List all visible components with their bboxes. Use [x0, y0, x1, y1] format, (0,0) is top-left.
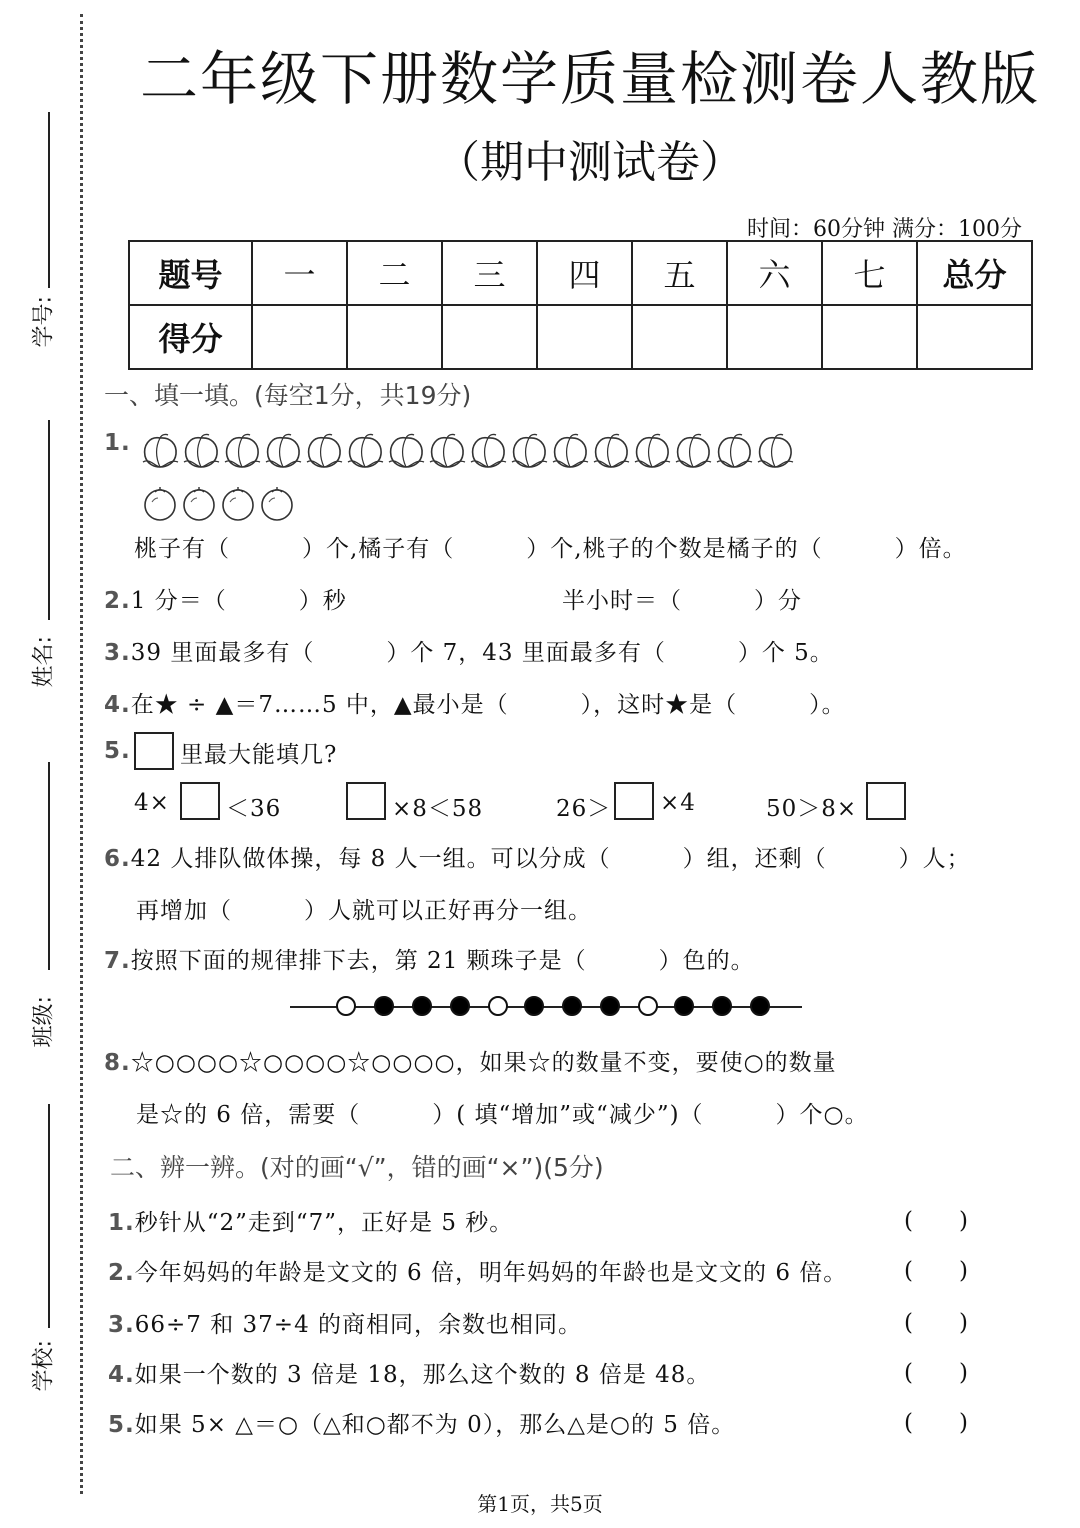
- answer-box[interactable]: [134, 732, 174, 770]
- black-bead: [374, 996, 394, 1016]
- score-cell[interactable]: [347, 305, 442, 369]
- score-table-header-cell: 五: [632, 241, 727, 305]
- question-6-line-2: 再增加（ ）人就可以正好再分一组。: [136, 898, 592, 924]
- score-table-header-cell: 四: [537, 241, 632, 305]
- score-cell[interactable]: [252, 305, 347, 369]
- peach-icon: [509, 432, 550, 470]
- black-bead: [712, 996, 732, 1016]
- question-1-number: 1.: [104, 430, 131, 456]
- q5-expr-1-a: 4×: [134, 790, 170, 816]
- student-id-line: [48, 112, 50, 288]
- score-cell[interactable]: [727, 305, 822, 369]
- black-bead: [562, 996, 582, 1016]
- question-3: 3.39 里面最多有（ ）个 7，43 里面最多有（ ）个 5。: [104, 640, 834, 666]
- score-cell[interactable]: [917, 305, 1032, 369]
- peach-icon: [714, 432, 755, 470]
- judge-answer-paren[interactable]: ( ): [904, 1258, 968, 1284]
- score-cell[interactable]: [822, 305, 917, 369]
- school-line: [48, 1104, 50, 1328]
- class-label: 班级:: [31, 996, 57, 1048]
- question-5-text: 里最大能填几?: [180, 742, 338, 768]
- peach-icon: [304, 432, 345, 470]
- question-2-b: 半小时＝（ ）分: [562, 588, 802, 614]
- section-1-title: 一、填一填。(每空1分，共19分): [104, 381, 472, 410]
- peach-row: [140, 432, 796, 470]
- class-line: [48, 762, 50, 970]
- black-bead: [750, 996, 770, 1016]
- score-table-score-row: [129, 305, 1032, 369]
- time-score-info: 时间：60分钟 满分：100分: [747, 217, 1022, 242]
- black-bead: [450, 996, 470, 1016]
- peach-icon: [181, 432, 222, 470]
- question-5-number: 5.: [104, 738, 131, 764]
- judge-answer-paren[interactable]: ( ): [904, 1410, 968, 1436]
- question-1-text: 桃子有（ ）个,橘子有（ ）个,桃子的个数是橘子的（ ）倍。: [134, 536, 967, 562]
- orange-icon: [142, 484, 181, 522]
- binding-dotted-line: [80, 14, 83, 1494]
- score-cell[interactable]: [442, 305, 537, 369]
- score-cell[interactable]: [537, 305, 632, 369]
- judge-item: 1.秒针从“2”走到“7”，正好是 5 秒。: [108, 1210, 514, 1236]
- page-subtitle: （期中测试卷）: [436, 137, 744, 188]
- white-bead: [488, 996, 508, 1016]
- q5-expr-4-a: 50＞8×: [766, 796, 858, 822]
- peach-icon: [427, 432, 468, 470]
- student-id-label: 学号:: [31, 296, 57, 348]
- page-footer: 第1页，共5页: [477, 1492, 603, 1516]
- question-7: 7.按照下面的规律排下去，第 21 颗珠子是（ ）色的。: [104, 948, 755, 974]
- peach-icon: [632, 432, 673, 470]
- answer-box[interactable]: [866, 782, 906, 820]
- orange-row: [142, 484, 298, 522]
- judge-item: 5.如果 5× △＝○（△和○都不为 0），那么△是○的 5 倍。: [108, 1412, 736, 1438]
- orange-icon: [259, 484, 298, 522]
- name-label: 姓名:: [31, 636, 57, 688]
- name-line: [48, 420, 50, 620]
- peach-icon: [140, 432, 181, 470]
- score-table-header-cell: 六: [727, 241, 822, 305]
- school-label: 学校:: [31, 1340, 57, 1392]
- q5-expr-3-b: ×4: [660, 790, 696, 816]
- black-bead: [524, 996, 544, 1016]
- question-6: 6.42 人排队做体操，每 8 人一组。可以分成（ ）组，还剩（ ）人；: [104, 846, 971, 872]
- peach-icon: [591, 432, 632, 470]
- judge-answer-paren[interactable]: ( ): [904, 1310, 968, 1336]
- orange-icon: [220, 484, 259, 522]
- q5-expr-1-b: ＜36: [226, 796, 282, 822]
- black-bead: [412, 996, 432, 1016]
- peach-icon: [468, 432, 509, 470]
- score-table-header-cell: 二: [347, 241, 442, 305]
- judge-item: 3.66÷7 和 37÷4 的商相同，余数也相同。: [108, 1312, 583, 1338]
- white-bead: [336, 996, 356, 1016]
- peach-icon: [345, 432, 386, 470]
- score-table: [128, 240, 1033, 370]
- q5-expr-3-a: 26＞: [556, 796, 612, 822]
- score-table-header-row: [129, 241, 1032, 305]
- question-8-line-2: 是☆的 6 倍，需要（ ）( 填“增加”或“减少”)（ ）个○。: [136, 1102, 869, 1128]
- white-bead: [638, 996, 658, 1016]
- answer-box[interactable]: [614, 782, 654, 820]
- peach-icon: [222, 432, 263, 470]
- black-bead: [674, 996, 694, 1016]
- peach-icon: [673, 432, 714, 470]
- judge-item: 2.今年妈妈的年龄是文文的 6 倍，明年妈妈的年龄也是文文的 6 倍。: [108, 1260, 848, 1286]
- score-row-label: 得分: [129, 305, 252, 369]
- answer-box[interactable]: [180, 782, 220, 820]
- black-bead: [600, 996, 620, 1016]
- judge-item: 4.如果一个数的 3 倍是 18，那么这个数的 8 倍是 48。: [108, 1362, 711, 1388]
- question-8: 8.☆○○○○☆○○○○☆○○○○，如果☆的数量不变，要使○的数量: [104, 1050, 837, 1076]
- score-table-header-cell: 一: [252, 241, 347, 305]
- score-table-header-cell: 七: [822, 241, 917, 305]
- answer-box[interactable]: [346, 782, 386, 820]
- q5-expr-2-b: ×8＜58: [392, 796, 484, 822]
- score-table-header-cell: 总分: [917, 241, 1032, 305]
- peach-icon: [550, 432, 591, 470]
- score-table-header-cell: 三: [442, 241, 537, 305]
- score-table-header-cell: 题号: [129, 241, 252, 305]
- score-cell[interactable]: [632, 305, 727, 369]
- peach-icon: [386, 432, 427, 470]
- section-2-title: 二、辨一辨。(对的画“√”，错的画“×”)(5分): [110, 1153, 604, 1182]
- judge-answer-paren[interactable]: ( ): [904, 1208, 968, 1234]
- judge-answer-paren[interactable]: ( ): [904, 1360, 968, 1386]
- orange-icon: [181, 484, 220, 522]
- peach-icon: [755, 432, 796, 470]
- question-2: 2.1 分＝（ ）秒: [104, 588, 347, 614]
- peach-icon: [263, 432, 304, 470]
- question-4: 4.在★ ÷ ▲＝7……5 中，▲最小是（ ），这时★是（ ）。: [104, 692, 846, 718]
- page-title: 二年级下册数学质量检测卷人教版: [139, 45, 1040, 113]
